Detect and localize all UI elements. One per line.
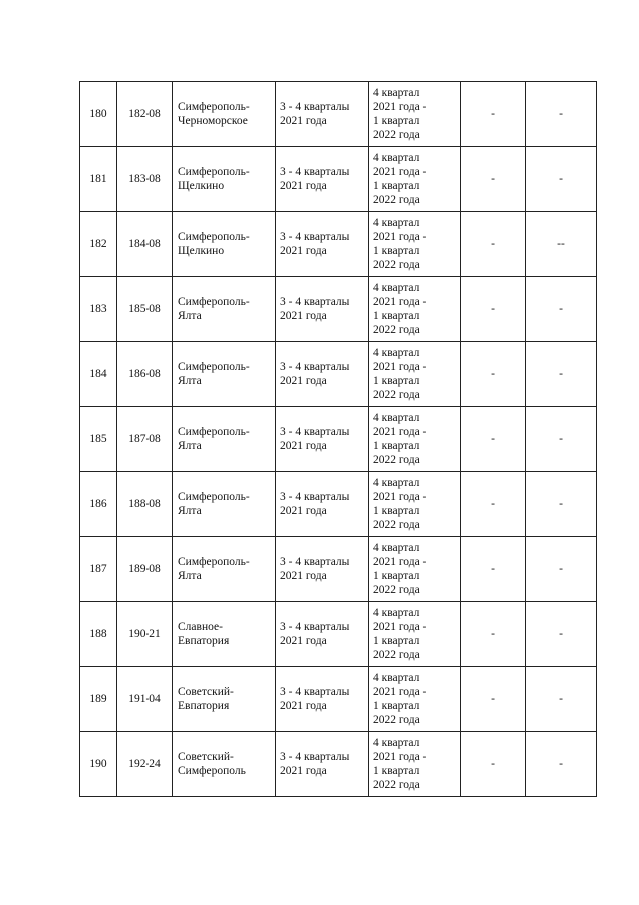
end-period-cell xyxy=(369,667,461,732)
column-7-value: - xyxy=(559,368,563,380)
column-6-value: - xyxy=(491,693,495,705)
end-period-cell xyxy=(369,147,461,212)
start-period-cell xyxy=(276,472,369,537)
column-6-value-cell xyxy=(461,212,526,277)
row-number: 186 xyxy=(89,498,107,510)
row-number: 189 xyxy=(89,693,107,705)
route-name-cell xyxy=(173,602,276,667)
route-code: 182-08 xyxy=(128,108,161,120)
routes-table-body xyxy=(80,82,597,797)
route-code-cell xyxy=(117,212,173,277)
column-6-value: - xyxy=(491,108,495,120)
end-period-cell xyxy=(369,407,461,472)
column-6-value: - xyxy=(491,433,495,445)
column-7-value: - xyxy=(559,563,563,575)
start-period-cell xyxy=(276,407,369,472)
start-period: 3 - 4 кварталы 2021 года xyxy=(280,231,350,257)
column-7-value-cell xyxy=(526,82,597,147)
column-7-value: - xyxy=(559,108,563,120)
route-code: 187-08 xyxy=(128,433,161,445)
start-period-cell xyxy=(276,537,369,602)
route-code: 183-08 xyxy=(128,173,161,185)
route-code-cell xyxy=(117,82,173,147)
row-number-cell xyxy=(80,472,117,537)
column-6-value: - xyxy=(491,758,495,770)
route-name: Симферополь- Ялта xyxy=(178,491,250,517)
route-name-cell xyxy=(173,82,276,147)
end-period: 4 квартал 2021 года - 1 квартал 2022 года xyxy=(373,737,427,791)
route-code-cell xyxy=(117,407,173,472)
table-row xyxy=(80,277,597,342)
route-name: Симферополь- Щелкино xyxy=(178,166,250,192)
row-number: 190 xyxy=(89,758,107,770)
column-6-value: - xyxy=(491,498,495,510)
end-period-cell xyxy=(369,602,461,667)
column-7-value-cell xyxy=(526,342,597,407)
table-row xyxy=(80,82,597,147)
table-row xyxy=(80,602,597,667)
end-period: 4 квартал 2021 года - 1 квартал 2022 года xyxy=(373,282,427,336)
end-period: 4 квартал 2021 года - 1 квартал 2022 года xyxy=(373,347,427,401)
end-period-cell xyxy=(369,342,461,407)
column-7-value-cell xyxy=(526,537,597,602)
route-code: 185-08 xyxy=(128,303,161,315)
row-number-cell xyxy=(80,212,117,277)
end-period: 4 квартал 2021 года - 1 квартал 2022 года xyxy=(373,87,427,141)
start-period-cell xyxy=(276,212,369,277)
route-code-cell xyxy=(117,277,173,342)
row-number-cell xyxy=(80,602,117,667)
column-7-value: - xyxy=(559,693,563,705)
row-number: 183 xyxy=(89,303,107,315)
row-number-cell xyxy=(80,732,117,797)
column-7-value-cell xyxy=(526,407,597,472)
route-name: Симферополь- Щелкино xyxy=(178,231,250,257)
start-period-cell xyxy=(276,82,369,147)
end-period: 4 квартал 2021 года - 1 квартал 2022 года xyxy=(373,542,427,596)
route-code: 189-08 xyxy=(128,563,161,575)
route-name-cell xyxy=(173,277,276,342)
row-number: 188 xyxy=(89,628,107,640)
route-code: 188-08 xyxy=(128,498,161,510)
table-row xyxy=(80,537,597,602)
route-name: Советский- Евпатория xyxy=(178,686,234,712)
route-name-cell xyxy=(173,342,276,407)
column-7-value-cell xyxy=(526,277,597,342)
column-6-value-cell xyxy=(461,732,526,797)
column-6-value-cell xyxy=(461,472,526,537)
end-period-cell xyxy=(369,277,461,342)
route-name-cell xyxy=(173,537,276,602)
table-row xyxy=(80,342,597,407)
column-6-value-cell xyxy=(461,667,526,732)
row-number-cell xyxy=(80,147,117,212)
route-code-cell xyxy=(117,472,173,537)
end-period: 4 квартал 2021 года - 1 квартал 2022 года xyxy=(373,152,427,206)
start-period: 3 - 4 кварталы 2021 года xyxy=(280,491,350,517)
route-name: Симферополь- Ялта xyxy=(178,556,250,582)
column-7-value: - xyxy=(559,758,563,770)
route-name: Симферополь- Черноморское xyxy=(178,101,250,127)
route-code: 192-24 xyxy=(128,758,161,770)
row-number: 185 xyxy=(89,433,107,445)
route-name-cell xyxy=(173,147,276,212)
start-period: 3 - 4 кварталы 2021 года xyxy=(280,101,350,127)
column-6-value: - xyxy=(491,368,495,380)
route-name-cell xyxy=(173,667,276,732)
column-6-value-cell xyxy=(461,537,526,602)
row-number-cell xyxy=(80,342,117,407)
route-name: Славное- Евпатория xyxy=(178,621,230,647)
column-6-value: - xyxy=(491,173,495,185)
column-7-value: - xyxy=(559,173,563,185)
row-number: 181 xyxy=(89,173,107,185)
column-6-value-cell xyxy=(461,147,526,212)
column-7-value-cell xyxy=(526,732,597,797)
row-number: 182 xyxy=(89,238,107,250)
column-6-value-cell xyxy=(461,342,526,407)
route-code-cell xyxy=(117,537,173,602)
start-period-cell xyxy=(276,667,369,732)
start-period: 3 - 4 кварталы 2021 года xyxy=(280,621,350,647)
route-name-cell xyxy=(173,472,276,537)
routes-table xyxy=(79,81,597,797)
column-6-value: - xyxy=(491,628,495,640)
row-number-cell xyxy=(80,407,117,472)
route-code: 190-21 xyxy=(128,628,161,640)
start-period: 3 - 4 кварталы 2021 года xyxy=(280,556,350,582)
column-7-value-cell xyxy=(526,667,597,732)
row-number-cell xyxy=(80,82,117,147)
row-number: 184 xyxy=(89,368,107,380)
route-name: Советский- Симферополь xyxy=(178,751,246,777)
end-period: 4 квартал 2021 года - 1 квартал 2022 года xyxy=(373,412,427,466)
start-period-cell xyxy=(276,602,369,667)
row-number: 180 xyxy=(89,108,107,120)
start-period: 3 - 4 кварталы 2021 года xyxy=(280,361,350,387)
column-7-value-cell xyxy=(526,147,597,212)
column-7-value: -- xyxy=(557,238,565,250)
table-row xyxy=(80,667,597,732)
start-period-cell xyxy=(276,147,369,212)
start-period: 3 - 4 кварталы 2021 года xyxy=(280,686,350,712)
end-period: 4 квартал 2021 года - 1 квартал 2022 года xyxy=(373,217,427,271)
end-period-cell xyxy=(369,732,461,797)
start-period-cell xyxy=(276,732,369,797)
column-7-value-cell xyxy=(526,602,597,667)
column-6-value-cell xyxy=(461,277,526,342)
route-code-cell xyxy=(117,342,173,407)
route-code: 184-08 xyxy=(128,238,161,250)
table-row xyxy=(80,212,597,277)
end-period-cell xyxy=(369,472,461,537)
column-7-value-cell xyxy=(526,212,597,277)
table-row xyxy=(80,407,597,472)
row-number: 187 xyxy=(89,563,107,575)
column-6-value-cell xyxy=(461,602,526,667)
column-7-value: - xyxy=(559,628,563,640)
column-7-value: - xyxy=(559,498,563,510)
route-name-cell xyxy=(173,407,276,472)
route-name: Симферополь- Ялта xyxy=(178,296,250,322)
end-period-cell xyxy=(369,537,461,602)
end-period: 4 квартал 2021 года - 1 квартал 2022 года xyxy=(373,672,427,726)
column-7-value-cell xyxy=(526,472,597,537)
start-period: 3 - 4 кварталы 2021 года xyxy=(280,751,350,777)
start-period: 3 - 4 кварталы 2021 года xyxy=(280,426,350,452)
route-code: 186-08 xyxy=(128,368,161,380)
route-name: Симферополь- Ялта xyxy=(178,426,250,452)
start-period-cell xyxy=(276,277,369,342)
end-period-cell xyxy=(369,212,461,277)
route-code: 191-04 xyxy=(128,693,161,705)
column-6-value-cell xyxy=(461,407,526,472)
column-6-value-cell xyxy=(461,82,526,147)
start-period: 3 - 4 кварталы 2021 года xyxy=(280,166,350,192)
start-period: 3 - 4 кварталы 2021 года xyxy=(280,296,350,322)
table-row xyxy=(80,147,597,212)
column-6-value: - xyxy=(491,238,495,250)
route-name-cell xyxy=(173,732,276,797)
route-code-cell xyxy=(117,732,173,797)
column-7-value: - xyxy=(559,433,563,445)
start-period-cell xyxy=(276,342,369,407)
column-7-value: - xyxy=(559,303,563,315)
table-row xyxy=(80,732,597,797)
end-period: 4 квартал 2021 года - 1 квартал 2022 года xyxy=(373,477,427,531)
row-number-cell xyxy=(80,537,117,602)
route-code-cell xyxy=(117,602,173,667)
route-code-cell xyxy=(117,667,173,732)
column-6-value: - xyxy=(491,303,495,315)
end-period: 4 квартал 2021 года - 1 квартал 2022 года xyxy=(373,607,427,661)
table-row xyxy=(80,472,597,537)
column-6-value: - xyxy=(491,563,495,575)
row-number-cell xyxy=(80,667,117,732)
route-code-cell xyxy=(117,147,173,212)
end-period-cell xyxy=(369,82,461,147)
route-name: Симферополь- Ялта xyxy=(178,361,250,387)
row-number-cell xyxy=(80,277,117,342)
route-name-cell xyxy=(173,212,276,277)
